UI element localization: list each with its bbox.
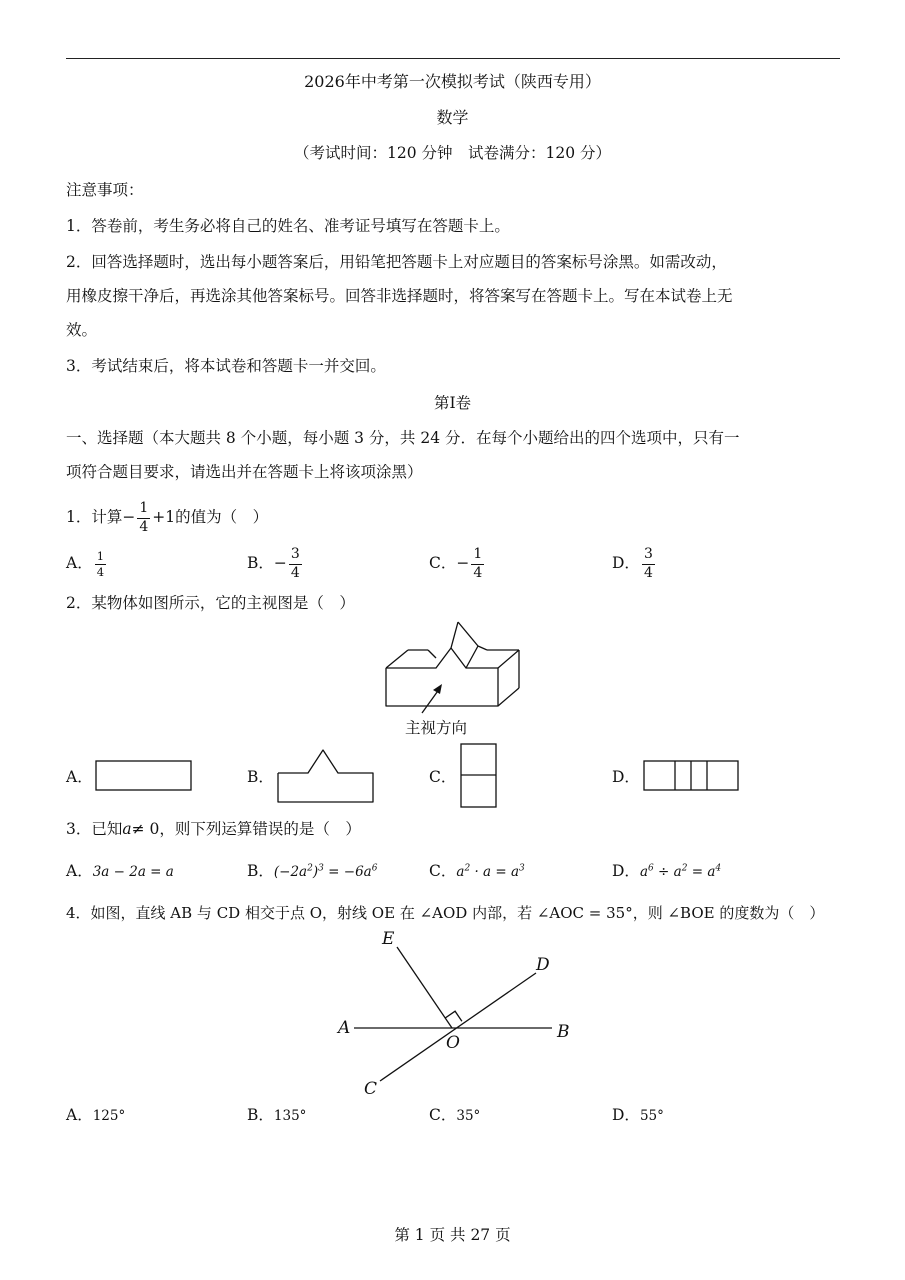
subject-title: 数学 [436, 108, 469, 127]
question-1-stem: 1．计算− $\frac{1}{4}$ +1的值为（ ） [66, 500, 269, 535]
label-b: B [557, 1022, 570, 1042]
q2-option-b-letter[interactable]: B． [247, 768, 274, 786]
question-3-stem: 3．已知a≠ 0，则下列运算错误的是（ ） [66, 820, 361, 838]
notice-item-2-line-2: 用橡皮擦干净后，再选涂其他答案标号。回答非选择题时，将答案写在答题卡上。写在本试卷上无 [66, 287, 733, 305]
notice-item-3: 3．考试结束后，将本试卷和答题卡一并交回。 [66, 357, 386, 375]
notice-item-2-line-1: 2．回答选择题时，选出每小题答案后，用铅笔把答题卡上对应题目的答案标号涂黑。如需改动， [66, 253, 727, 271]
label-d: D [536, 955, 550, 975]
q2-figure-caption: 主视方向 [405, 719, 468, 737]
question-4-stem: 4．如图，直线 AB 与 CD 相交于点 O，射线 OE 在 ∠AOD 内部，若 ∠AOC = 35°，则 ∠BOE 的度数为（ ） [66, 904, 825, 922]
q4-option-a[interactable]: A．125° [66, 1106, 126, 1124]
exam-info: （考试时间：120 分钟 试卷满分：120 分） [293, 144, 612, 162]
label-o: O [446, 1033, 460, 1053]
section-1-line-2: 项符合题目要求，请选出并在答题卡上将该项涂黑） [66, 463, 423, 481]
volume-title: 第Ⅰ卷 [433, 394, 472, 412]
q1-option-d[interactable]: D． $\frac{3}{4}$ [612, 546, 653, 581]
exam-title: 2026年中考第一次模拟考试（陕西专用） [304, 72, 601, 91]
q3-option-b[interactable]: B．$(-2a^2)^3 = -6a^6$ [247, 862, 378, 880]
q1-option-b[interactable]: B． − $\frac{3}{4}$ [247, 546, 300, 581]
q1-option-a[interactable]: A． $\frac{1}{4}$ [66, 548, 105, 579]
q2-option-b-figure[interactable] [276, 746, 376, 804]
right-angle-mark [445, 1011, 462, 1021]
q2-option-d-figure[interactable] [642, 759, 740, 793]
q2-solid-figure [380, 618, 525, 716]
label-a: A [338, 1018, 351, 1038]
page-footer: 第 1 页 共 27 页 [394, 1226, 511, 1244]
notice-item-2-line-3: 效。 [66, 321, 98, 339]
q2-option-a-figure[interactable] [95, 759, 193, 793]
q2-option-a-letter[interactable]: A． [66, 768, 93, 786]
q3-option-d[interactable]: D．$a^6 \div a^2 = a^4$ [612, 862, 722, 880]
q2-option-d-letter[interactable]: D． [612, 768, 640, 786]
line-cd [380, 973, 536, 1081]
q3-option-c[interactable]: C．$a^2 \cdot a = a^3$ [429, 862, 525, 880]
notice-heading: 注意事项： [66, 181, 144, 199]
q1-option-c[interactable]: C． − $\frac{1}{4}$ [429, 546, 483, 581]
notice-item-1: 1．答卷前，考生务必将自己的姓名、准考证号填写在答题卡上。 [66, 217, 510, 235]
q4-option-c[interactable]: C．35° [429, 1106, 481, 1124]
question-2-stem: 2．某物体如图所示，它的主视图是（ ） [66, 594, 355, 612]
q3-option-a[interactable]: A．3a − 2a = a [66, 862, 174, 880]
label-c: C [364, 1079, 378, 1099]
q4-option-b[interactable]: B．135° [247, 1106, 307, 1124]
top-rule [66, 58, 840, 59]
section-1-line-1: 一、选择题（本大题共 8 个小题，每小题 3 分，共 24 分．在每个小题给出的四个选项中，只有一 [66, 429, 740, 447]
label-e: E [382, 929, 395, 949]
q1-fraction: $\frac{1}{4}$ [139, 500, 149, 535]
q2-option-c-figure[interactable] [459, 742, 499, 810]
q4-option-d[interactable]: D．55° [612, 1106, 664, 1124]
ray-oe [397, 947, 452, 1028]
q2-option-c-letter[interactable]: C． [429, 768, 457, 786]
q4-angle-figure [330, 925, 580, 1100]
